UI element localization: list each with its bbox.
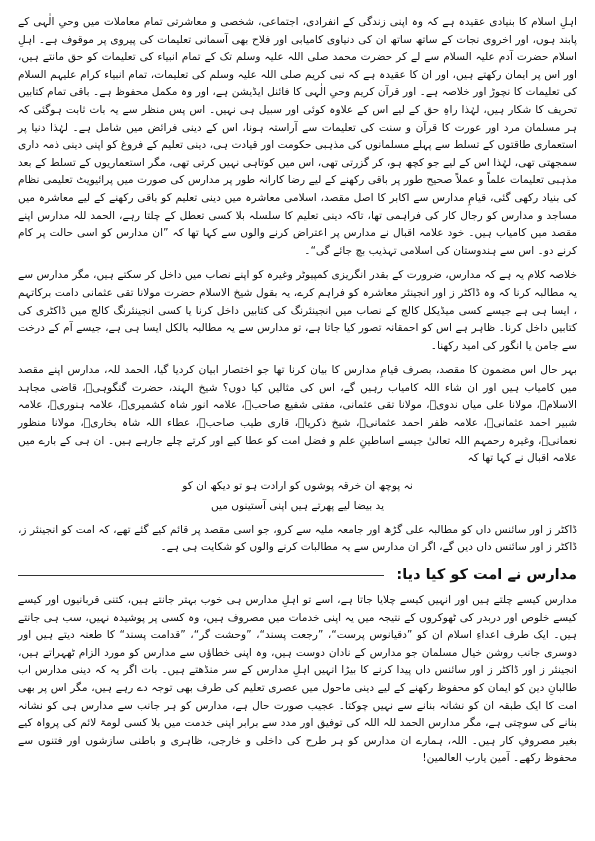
- section-heading: [18, 564, 577, 586]
- paragraph-bottom: مدارس کیسے چلتے ہیں اور انہیں کیسے چلایا جاتا ہے، اسے تو اہلِ مدارس ہی خوب بہتر جانتے ہیں، کتنی قربانیوں اور کیسے کیسے خلوص اور دربدر کی ٹھوکروں کے نتیجہ میں یہ اپنی خدمات میں مصروف ہیں، وہ کسی پر پوشیدہ نہیں، سب ہی جانتے ہیں۔ ایک طرف اعداءِ اسلام ان کو ”دقیانوس پرست“، ”رجعت پسند“، ”وحشت گر“، ”قدامت پسند“ کا طعنہ دیتے ہیں اور دوسری جانب روشن خیال مسلمان جو مدارس کے نادان دوست ہیں، وہ اپنی خطاؤں سے مدارس کو مورد الزام ٹھہراتے ہیں، انجینئر ز اور ڈاکٹر ز اور سائنس داں پیدا کرنے کا بیڑا انہیں اہلِ مدارس کے سر منڈھتے ہیں۔ بات اگر یہ کہ دینی مدارس اب طالبانِ دین کو ایمان کو محفوظ رکھنے کے لیے دینی ماحول میں عصری تعلیم کی طرف بھی توجہ دے رہے ہیں، مگر اس پر بھی امت کا ایک طبقہ ان کو نشانہ بنانے سے نہیں چوکتا۔ عجیب صورت حال ہے، مدارس کو ہر جانب سے مدارس ہی کو نشانہ بنانے کی سوچتی ہے، مگر مدارس الحمد للہ اللہ کی توفیق اور مدد سے برابر اپنی خدمت میں بلا کسی لومۃ لائم کی پرواہ کیے بغیر مصروفِ کار ہیں۔ اللہ، ہمارے ان مدارس کو ہر طرح کی داخلی و خارجی، ظاہری و باطنی سازشوں اور فتنوں سے محفوظ رکھے۔ آمین یارب العالمین!: [18, 594, 577, 765]
- paragraph-intro: اہلِ اسلام کا بنیادی عقیدہ ہے کہ وہ اپنی زندگی کے انفرادی، اجتماعی، شخصی و معاشرتی تمام معاملات میں وحیِ الٰہی کے پابند ہوں، اور اخروی نجات کے ساتھ ساتھ ان کی دنیاوی کامیابی اور فلاح بھی آسمانی تعلیمات کی پیروی پر موقوف ہے۔ اہلِ اسلام حضرت آدم علیہ السلام سے لے کر حضرت محمد صلی اللہ علیہ وسلم تک کے تمام انبیاء کی تعلیمات کو حق مانتے ہیں، اور اس پر ایمان رکھتے ہیں، اور ان کا عقیدہ ہے کہ نبی کریم صلی اللہ علیہ وسلم کی تعلیمات، تمام انبیاء کرام علیہم السلام کی تعلیمات کا نچوڑ اور خلاصہ ہے۔ اور قرآن کریم وحیِ الٰہی کا فائنل ایڈیشن ہے، اور وہ مکمل محفوظ ہے۔ باقی تمام کتابیں تحریف کا شکار ہیں، لہٰذا راہِ حق کے لیے اس کے علاوہ کوئی اور سبیل ہی نہیں۔ اس پس منظر سے یہ بات ثابت ہوگئی کہ ہر مسلمان مرد اور عورت کا قرآن و سنت کی تعلیمات سے آراستہ ہونا، اس کے دینی فرائض میں شامل ہے۔ لہٰذا دنیا پر استعماری طاقتوں کے تسلط سے پہلے مسلمانوں کی مذہبی حکومت اور قیادت ہی، دینی تعلیم کے فروغ کو اپنی دینی ذمہ داری سمجھتی تھی، لہٰذا اس کے لیے جو کچھ ہو، کر گزرتی تھی، اس میں کوتاہی نہیں کرتی تھی، مگر استعماریوں کے تسلط کے بعد مذہبی تعلیمات علماً و عملاً صحیح طور پر باقی رکھنے کے لیے رضا کارانہ طور پر مدارس کی صورت میں پرائیویٹ تعلیمی نظام کی بنیاد رکھی گئی، قیامِ مدارس سے اکابر کا اصل مقصد، اسلامی معاشرہ میں دینی تعلیم کو باقی رکھنے کے لیے معاشرہ میں مساجد و مدارس کو رجال کار کی فراہمی تھا، تاکہ دینی تعلیم کا سلسلہ بلا کسی تعطل کے چلتا رہے، الحمد للہ مدارس اپنے مقصد میں کامیاب ہیں۔ خود علامہ اقبال نے مدارس پر اعتراض کرنے والوں سے کہا تھا کہ ”ان مدارس کو اسی حالت پر کام کرنے دو۔ اس سے ہندوستان کی اسلامی تہذیب بچ جائے گی“۔: [18, 16, 577, 257]
- verse-line-2: ید بیضا لیے پھرتے ہیں اپنی آستینوں میں: [210, 499, 385, 512]
- heading-rule: [18, 575, 384, 576]
- paragraph-after-verse: ڈاکٹر ز اور سائنس داں کو مطالبہ علی گڑھ اور جامعہ ملیہ سے کرو، جو اسی مقصد پر قائم کیے گئے تھے، کہ امت کو انجینئر ز، ڈاکٹر ز اور سائنس داں دیں گے، اگر ان مدارس سے یہ مطالبات کرنے والوں کو شکایت ہی ہے۔: [18, 523, 577, 554]
- section-heading-text: مدارس نے امت کو کیا دیا:: [396, 567, 577, 584]
- paragraph-scholars: بہر حال اس مضمون کا مقصد، بصرف قیامِ مدارس کا بیان کرنا تھا جو اختصار ابیان کردیا گیا، الحمد للہ، مدارس اپنے مقصد میں کامیاب ہیں اور ان شاء اللہ کامیاب رہیں گے، اس کی مثالیں کیا دوں؟ شیخ الہند، حضرت گنگوہیؒ، قاضی مجاہد الاسلامؒ، مولانا علی میاں ندویؒ، مولانا تقی عثمانی، مفتی شفیع صاحبؒ، علامہ انور شاہ کشمیریؒ، علامہ ہنوریؒ، علامہ شبیر احمد عثمانیؒ، علامہ ظفر احمد عثمانیؒ، شیخ ذکریاؒ، قاری طیب صاحبؒ، عطاء اللہ شاہ بخاریؒ، مولانا منظور نعمانیؒ، وغیرہ رحمہم اللہ تعالیٰ جیسے اساطینِ علم و فضل امت کو عطا کیے اور کرتے چلے جارہے ہیں۔ ان ہی کے بارے میں علامہ اقبال نے کہا تھا کہ: [18, 364, 577, 465]
- poetry-verse: [18, 476, 577, 516]
- paragraph-conclusion: خلاصہ کلام یہ ہے کہ مدارس، ضرورت کے بقدر انگریزی کمپیوٹر وغیرہ کو اپنے نصاب میں داخل کر سکتے ہیں، مگر مدارس سے یہ مطالبہ کرنا کہ وہ ڈاکٹر ز اور انجینئر معاشرہ کو فراہم کرے، یہ بقول شیخ الاسلام حضرت مولانا تقی عثمانی دامت برکاتہم ، ایسا ہی ہے جیسے کسی میڈیکل کالج کے نصاب میں انجینئرنگ کی کتابیں داخل کرنا یا کسی انجینئرنگ کالج میں ڈاکٹری کی کتابیں داخل کرنا۔ ظاہر ہے اس کو احمقانہ تصور کیا جاتا ہے، تو مدارس سے یہ مطالبہ بالکل ایسا ہی ہے، جیسے آم کے درخت سے جامن یا انگور کی امید رکھنا۔: [18, 269, 577, 352]
- verse-line-1: نہ پوچھ ان خرقہ پوشوں کو ارادت ہو تو دیکھ ان کو: [182, 479, 413, 492]
